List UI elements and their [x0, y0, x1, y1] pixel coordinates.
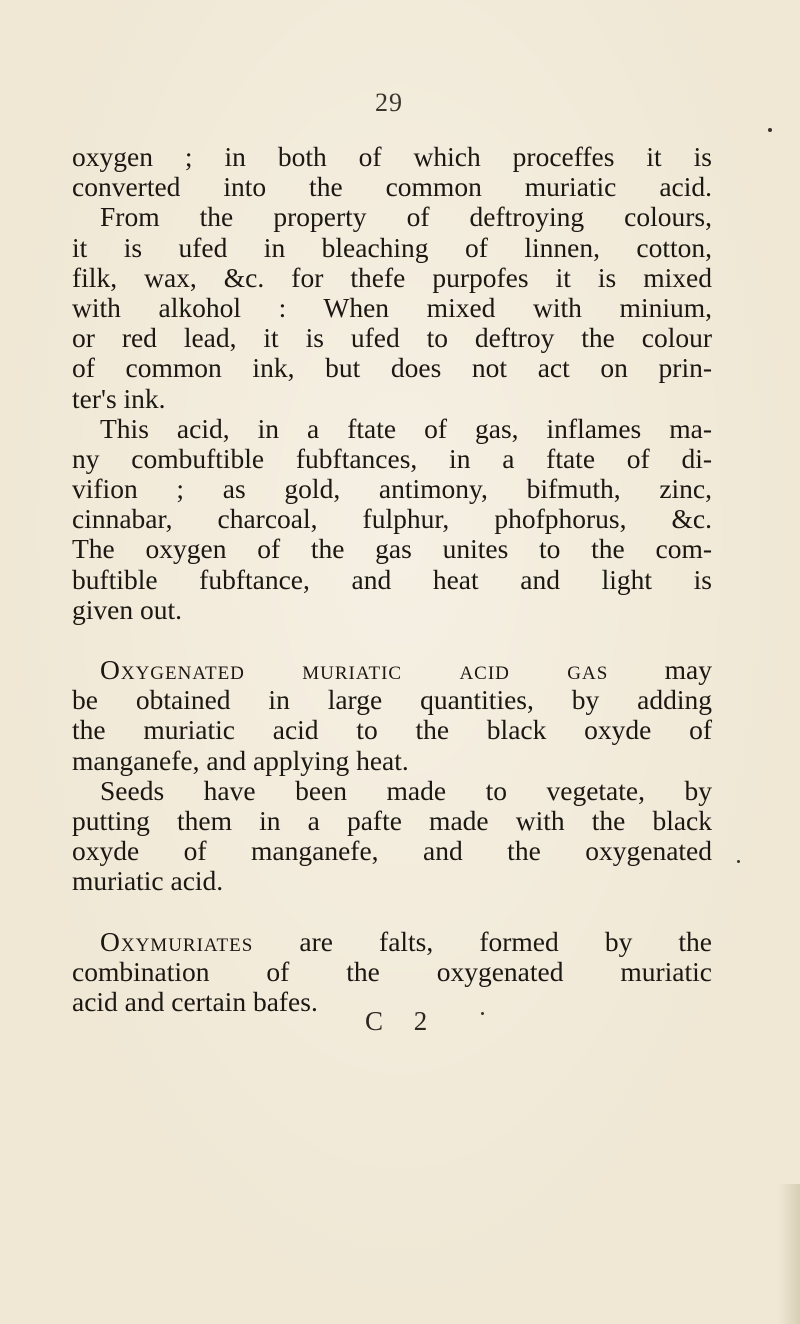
text-line: combination of the oxygenated muriatic: [72, 955, 712, 987]
text-line: Seeds have been made to vegetate, by: [100, 774, 712, 806]
text-line: ny combuftible fubftances, in a ftate of di-: [72, 442, 712, 474]
text-line: with alkohol : When mixed with minium,: [72, 291, 712, 323]
small-caps-lead: Oxymuriates: [100, 925, 254, 957]
text-line: ter's ink.: [72, 382, 166, 414]
text-line: oxyde of manganefe, and the oxygenated: [72, 835, 712, 867]
small-caps-lead: Oxygenated muriatic acid gas: [100, 654, 609, 685]
paragraph-gap: [72, 625, 712, 655]
text-line: buftible fubftance, and heat and light is: [72, 563, 712, 595]
text-line: putting them in a pafte made with the black: [72, 804, 712, 836]
body-text: [72, 142, 712, 1017]
ink-speck: [768, 128, 772, 132]
text-line: vifion ; as gold, antimony, bifmuth, zinc,: [72, 473, 712, 505]
text-line: filk, wax, &c. for thefe purpofes it is mixed: [72, 261, 712, 293]
ink-speck: [481, 1012, 484, 1015]
text-line: given out.: [72, 593, 182, 625]
text-line-lead: [72, 927, 712, 957]
text-line: The oxygen of the gas unites to the com-: [72, 533, 712, 565]
text-line: converted into the common muriatic acid.: [72, 171, 712, 203]
text-line: acid and certain bafes.: [72, 985, 318, 1017]
text-line: be obtained in large quantities, by adding: [72, 684, 712, 716]
text-line: the muriatic acid to the black oxyde of: [72, 714, 712, 746]
text-line: From the property of deftroying colours,: [100, 201, 712, 233]
text-line: manganefe, and applying heat.: [72, 744, 409, 776]
text-line: or red lead, it is ufed to deftroy the colour: [72, 322, 712, 354]
text-line: muriatic acid.: [72, 865, 224, 897]
text-line-lead: [72, 655, 712, 685]
text-line: oxygen ; in both of which proceffes it is: [72, 141, 712, 172]
text-line: cinnabar, charcoal, fulphur, phofphorus, &c.: [72, 503, 712, 535]
ink-speck: [737, 860, 740, 863]
text-line: This acid, in a ftate of gas, inflames ma-: [100, 412, 712, 444]
paragraph-gap: [72, 897, 712, 927]
printer-signature-mark: C 2: [365, 1006, 440, 1036]
lead-remainder: may: [664, 654, 713, 685]
lead-remainder: are falts, formed by the: [299, 925, 712, 957]
page-number: 29: [375, 88, 403, 117]
page-edge-shadow: [778, 1184, 800, 1324]
text-line: of common ink, but does not act on prin-: [72, 352, 712, 384]
text-line: it is ufed in bleaching of linnen, cotton,: [72, 231, 712, 263]
